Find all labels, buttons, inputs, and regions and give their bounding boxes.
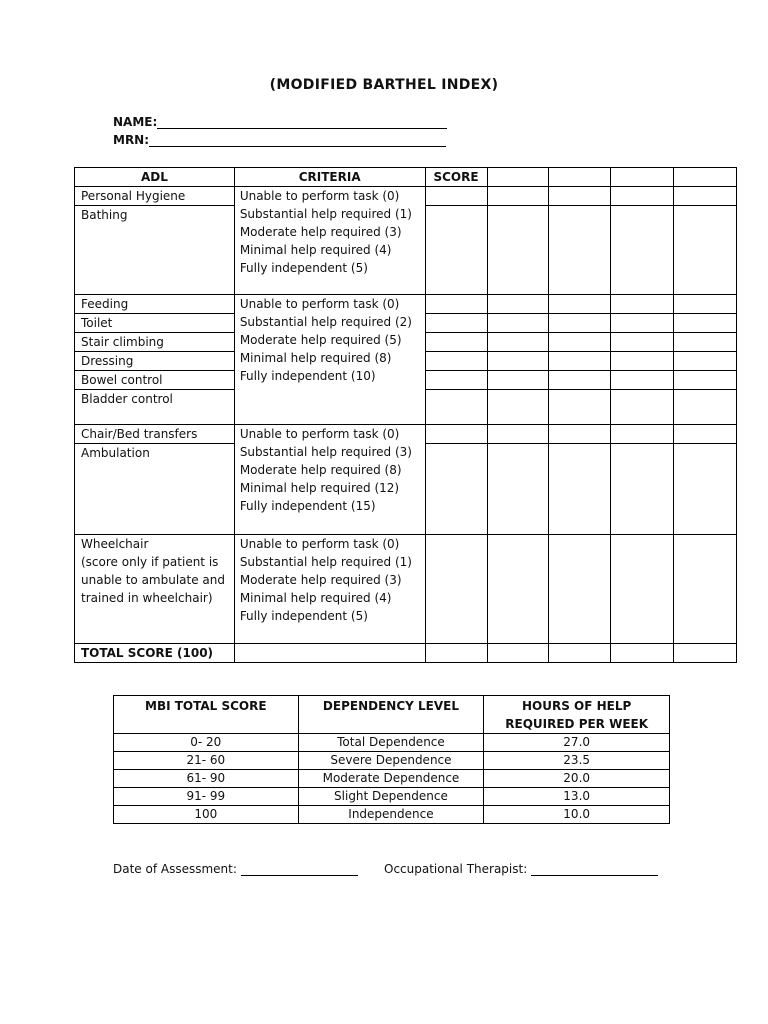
- occupational-therapist-label: Occupational Therapist:: [384, 862, 528, 876]
- criteria-item: Minimal help required (4): [239, 243, 392, 257]
- criteria-item: Substantial help required (2): [239, 315, 412, 329]
- table-row: [75, 295, 737, 314]
- mrn-label: MRN:: [113, 133, 150, 147]
- header-dependency-level: DEPENDENCY LEVEL: [298, 696, 484, 734]
- criteria-cell: [234, 187, 425, 295]
- table-row: [75, 535, 737, 644]
- score-cell[interactable]: [674, 206, 737, 295]
- mrn-input-line[interactable]: [149, 134, 446, 147]
- score-cell[interactable]: [674, 333, 737, 352]
- criteria-item: Moderate help required (3): [239, 225, 402, 239]
- criteria-item: Fully independent (15): [239, 499, 376, 513]
- score-cell[interactable]: [611, 444, 674, 535]
- score-cell[interactable]: [611, 425, 674, 444]
- adl-cell: [75, 295, 235, 314]
- criteria-item: Moderate help required (3): [239, 573, 402, 587]
- score-cell[interactable]: [487, 333, 549, 352]
- date-input-line[interactable]: [241, 863, 358, 876]
- score-cell[interactable]: [611, 352, 674, 371]
- score-cell[interactable]: [425, 187, 487, 206]
- criteria-cell: [234, 295, 425, 425]
- mbi-row: [114, 734, 670, 752]
- score-cell[interactable]: [611, 535, 674, 644]
- score-cell[interactable]: [549, 390, 611, 425]
- adl-cell: [75, 390, 235, 425]
- score-cell[interactable]: [425, 390, 487, 425]
- score-cell[interactable]: [487, 295, 549, 314]
- barthel-score-table: [74, 167, 737, 663]
- score-cell[interactable]: [425, 535, 487, 644]
- adl-cell: [75, 187, 235, 206]
- table-header-row: [75, 168, 737, 187]
- adl-cell: [75, 425, 235, 444]
- score-column-header: [487, 168, 549, 187]
- score-cell[interactable]: [674, 390, 737, 425]
- adl-label: (score only if patient is: [81, 555, 219, 569]
- header-hours-line-2: REQUIRED PER WEEK: [505, 717, 649, 731]
- therapist-input-line[interactable]: [531, 863, 658, 876]
- adl-cell: [75, 444, 235, 535]
- mrn-field[interactable]: [113, 133, 446, 147]
- mbi-hours-cell: 13.0: [484, 788, 670, 806]
- adl-label: Toilet: [81, 316, 113, 330]
- score-cell[interactable]: [611, 295, 674, 314]
- score-cell[interactable]: [487, 314, 549, 333]
- adl-label: Chair/Bed transfers: [81, 427, 198, 441]
- score-cell[interactable]: [549, 206, 611, 295]
- criteria-item: Fully independent (5): [239, 261, 368, 275]
- score-column-header: [549, 168, 611, 187]
- name-input-line[interactable]: [157, 116, 447, 129]
- adl-cell: [75, 314, 235, 333]
- score-cell[interactable]: [549, 187, 611, 206]
- score-cell[interactable]: [549, 535, 611, 644]
- dependency-level-table: [113, 695, 670, 824]
- mbi-level-cell: Independence: [298, 806, 484, 824]
- score-cell[interactable]: [611, 187, 674, 206]
- score-cell[interactable]: [549, 425, 611, 444]
- criteria-item: Fully independent (10): [239, 369, 376, 383]
- adl-label: Bladder control: [81, 392, 173, 406]
- score-cell[interactable]: [425, 425, 487, 444]
- page-title: (MODIFIED BARTHEL INDEX): [269, 77, 499, 93]
- adl-label: Stair climbing: [81, 335, 164, 349]
- adl-cell: [75, 352, 235, 371]
- score-cell[interactable]: [549, 314, 611, 333]
- total-score-cell[interactable]: [549, 644, 611, 663]
- mbi-score-cell: 91- 99: [114, 788, 299, 806]
- score-cell[interactable]: [549, 444, 611, 535]
- score-cell[interactable]: [611, 390, 674, 425]
- criteria-item: Unable to perform task (0): [239, 297, 400, 311]
- mbi-hours-cell: 23.5: [484, 752, 670, 770]
- date-of-assessment-field[interactable]: [113, 862, 358, 876]
- score-cell[interactable]: [674, 295, 737, 314]
- mbi-row: [114, 806, 670, 824]
- score-cell[interactable]: [487, 390, 549, 425]
- adl-label: Feeding: [81, 297, 129, 311]
- total-criteria-cell: [234, 644, 425, 663]
- mbi-level-cell: Severe Dependence: [298, 752, 484, 770]
- score-cell[interactable]: [674, 314, 737, 333]
- adl-label: unable to ambulate and: [81, 573, 226, 587]
- criteria-item: Unable to perform task (0): [239, 427, 400, 441]
- criteria-cell: [234, 535, 425, 644]
- mbi-level-cell: Slight Dependence: [298, 788, 484, 806]
- criteria-item: Unable to perform task (0): [239, 537, 400, 551]
- score-cell[interactable]: [674, 371, 737, 390]
- adl-label: Ambulation: [81, 446, 150, 460]
- score-cell[interactable]: [425, 314, 487, 333]
- score-cell[interactable]: [487, 425, 549, 444]
- adl-label: trained in wheelchair): [81, 591, 213, 605]
- total-score-row: [75, 644, 737, 663]
- score-cell[interactable]: [487, 535, 549, 644]
- score-cell[interactable]: [611, 371, 674, 390]
- adl-label: Personal Hygiene: [81, 189, 186, 203]
- mbi-hours-cell: 27.0: [484, 734, 670, 752]
- mbi-score-cell: 100: [114, 806, 299, 824]
- score-cell[interactable]: [674, 187, 737, 206]
- header-hours-of-help: [484, 696, 670, 734]
- mbi-row: [114, 788, 670, 806]
- mbi-level-cell: Moderate Dependence: [298, 770, 484, 788]
- adl-label: Bathing: [81, 208, 128, 222]
- score-cell[interactable]: [425, 444, 487, 535]
- header-criteria: CRITERIA: [234, 168, 425, 187]
- criteria-item: Minimal help required (12): [239, 481, 400, 495]
- score-cell[interactable]: [487, 371, 549, 390]
- score-cell[interactable]: [425, 352, 487, 371]
- score-cell[interactable]: [674, 535, 737, 644]
- score-cell[interactable]: [549, 352, 611, 371]
- name-label: NAME:: [113, 115, 158, 129]
- score-cell[interactable]: [487, 206, 549, 295]
- mbi-header-row: [114, 696, 670, 734]
- header-score: SCORE: [425, 168, 487, 187]
- header-mbi-total-score: MBI TOTAL SCORE: [114, 696, 299, 734]
- adl-label: Bowel control: [81, 373, 163, 387]
- score-cell[interactable]: [487, 352, 549, 371]
- criteria-item: Substantial help required (1): [239, 555, 412, 569]
- table-row: [75, 425, 737, 444]
- mbi-hours-cell: 20.0: [484, 770, 670, 788]
- mbi-score-cell: 0- 20: [114, 734, 299, 752]
- score-cell[interactable]: [425, 206, 487, 295]
- table-row: [75, 187, 737, 206]
- criteria-item: Substantial help required (1): [239, 207, 412, 221]
- mbi-row: [114, 770, 670, 788]
- mbi-row: [114, 752, 670, 770]
- adl-cell: [75, 206, 235, 295]
- score-cell[interactable]: [487, 444, 549, 535]
- header-adl: ADL: [75, 168, 235, 187]
- criteria-item: Moderate help required (5): [239, 333, 402, 347]
- score-cell[interactable]: [425, 371, 487, 390]
- criteria-item: Minimal help required (8): [239, 351, 392, 365]
- adl-cell: [75, 371, 235, 390]
- criteria-cell: [234, 425, 425, 535]
- score-cell[interactable]: [611, 314, 674, 333]
- mbi-level-cell: Total Dependence: [298, 734, 484, 752]
- occupational-therapist-field[interactable]: [384, 862, 658, 876]
- score-cell[interactable]: [674, 425, 737, 444]
- total-score-label: TOTAL SCORE (100): [75, 644, 235, 663]
- criteria-item: Unable to perform task (0): [239, 189, 400, 203]
- criteria-item: Minimal help required (4): [239, 591, 392, 605]
- adl-label: Dressing: [81, 354, 134, 368]
- adl-cell: [75, 535, 235, 644]
- total-score-cell[interactable]: [611, 644, 674, 663]
- total-score-cell[interactable]: [674, 644, 737, 663]
- score-cell[interactable]: [425, 295, 487, 314]
- score-cell[interactable]: [549, 295, 611, 314]
- criteria-item: Fully independent (5): [239, 609, 368, 623]
- score-cell[interactable]: [549, 333, 611, 352]
- score-cell[interactable]: [549, 371, 611, 390]
- mbi-score-cell: 61- 90: [114, 770, 299, 788]
- score-cell[interactable]: [674, 444, 737, 535]
- score-cell[interactable]: [611, 333, 674, 352]
- score-column-header: [611, 168, 674, 187]
- name-field[interactable]: [113, 115, 447, 129]
- adl-cell: [75, 333, 235, 352]
- adl-label: Wheelchair: [81, 537, 149, 551]
- score-cell[interactable]: [674, 352, 737, 371]
- criteria-item: Moderate help required (8): [239, 463, 402, 477]
- total-score-cell[interactable]: [425, 644, 487, 663]
- criteria-item: Substantial help required (3): [239, 445, 412, 459]
- score-cell[interactable]: [425, 333, 487, 352]
- score-cell[interactable]: [611, 206, 674, 295]
- date-of-assessment-label: Date of Assessment:: [113, 862, 237, 876]
- total-score-cell[interactable]: [487, 644, 549, 663]
- score-cell[interactable]: [487, 187, 549, 206]
- header-hours-line-1: HOURS OF HELP: [522, 699, 632, 713]
- mbi-score-cell: 21- 60: [114, 752, 299, 770]
- mbi-hours-cell: 10.0: [484, 806, 670, 824]
- score-column-header: [674, 168, 737, 187]
